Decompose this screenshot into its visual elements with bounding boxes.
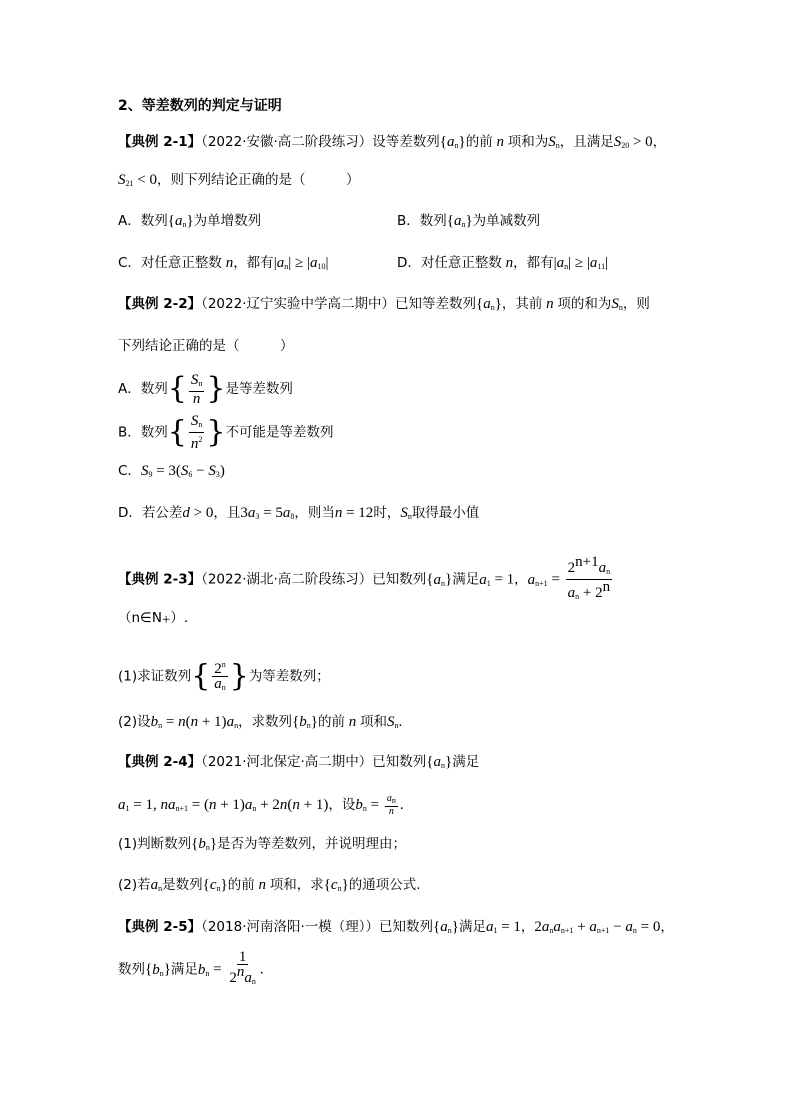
example-2-1-option-b: B．数列$\{a_n\}$为单减数列	[397, 213, 541, 229]
example-2-3-stem: 【典例 2-3】（2022·湖北·高二阶段练习）已知数列$\{a_n\}$满足$a_1 = 1$，$a_{n+1}$ = $\frac{2^{n+1}a_n}{a_n + 2^n}$	[118, 554, 611, 601]
example-tag: 【典例 2-1】	[118, 134, 202, 150]
example-2-2-option-b: B．数列{ $\frac{S_n}{n^2}$ }不可能是等差数列	[118, 413, 334, 452]
example-2-3-condition: $(n\in N_+)$.	[118, 610, 189, 628]
section-title: 2、等差数列的判定与证明	[118, 98, 282, 114]
example-tag: 【典例 2-4】	[118, 754, 202, 770]
example-source: （2021·河北保定·高二期中）	[201, 754, 373, 770]
example-2-4-q2: (2)若$a_n$是数列$\{c_n\}$的前 n 项和，求$\{c_n\}$的通项公式.	[118, 877, 421, 893]
example-2-2-stem-line2: 下列结论正确的是（ ）	[118, 338, 294, 354]
example-2-4-q1: (1)判断数列$\{b_n\}$是否为等差数列，并说明理由；	[118, 836, 407, 852]
example-2-5-line2: 数列$\{b_n\}$满足$b_n$ = $\frac{1}{2^na_n}$ .	[118, 949, 264, 986]
example-2-2-option-d: D．若公差d > 0，且$3a_3 = 5a_8$，则当n = 12时，$S_n$取得最小值	[118, 505, 480, 521]
example-2-2-option-c: C．$S_9 = 3(S_6 - S_3)$	[118, 463, 225, 479]
example-2-3-q1: (1)求证数列{ $\frac{2^n}{a_n}$ }为等差数列；	[118, 658, 330, 694]
example-source: （2022·安徽·高二阶段练习）	[201, 134, 373, 150]
example-2-1-option-a: A．数列$\{a_n\}$为单增数列	[118, 213, 262, 229]
example-2-3-q2: (2)设$b_n = n(n + 1)a_n$，求数列$\{b_n\}$的前 n 项和$S_n$.	[118, 714, 403, 730]
example-2-2-option-a: A．数列{ $\frac{S_n}{n}$ }是等差数列	[118, 371, 293, 407]
example-source: （2022·湖北·高二阶段练习）	[201, 571, 373, 588]
example-2-1-stem-line2: $S_{21} < 0$，则下列结论正确的是（ ）	[118, 172, 360, 188]
example-tag: 【典例 2-3】	[118, 571, 202, 588]
example-tag: 【典例 2-5】	[118, 919, 202, 935]
example-2-1-option-c: C．对任意正整数 n，都有$|a_n| \ge |a_{10}|$	[118, 255, 329, 271]
example-2-4-stem: 【典例 2-4】（2021·河北保定·高二期中）已知数列$\{a_n\}$满足	[118, 754, 480, 770]
example-tag: 【典例 2-2】	[118, 296, 202, 312]
example-source: （2018·河南洛阳·一模（理））	[201, 919, 380, 935]
example-source: （2022·辽宁实验中学高二期中）	[201, 296, 395, 312]
example-2-1-stem: 【典例 2-1】（2022·安徽·高二阶段练习）设等差数列$\{a_n\}$的前 n 项和为$S_n$，且满足$S_{20} > 0$，	[118, 134, 667, 150]
example-2-4-condition: $a_1 = 1$, $na_{n+1} = (n + 1)a_n + 2n(n + 1)$，设$b_n$ = $\frac{a_n}{n}$ .	[118, 792, 404, 817]
example-2-5-stem: 【典例 2-5】（2018·河南洛阳·一模（理））已知数列$\{a_n\}$满足$a_1 = 1$，$2a_na_{n+1} + a_{n+1} - a_n = 0$，	[118, 919, 674, 935]
example-2-1-option-d: D．对任意正整数 n，都有$|a_n| \ge |a_{11}|$	[397, 255, 609, 271]
example-2-2-stem: 【典例 2-2】（2022·辽宁实验中学高二期中）已知等差数列$\{a_n\}$，其前 n 项的和为$S_n$，则	[118, 296, 650, 312]
